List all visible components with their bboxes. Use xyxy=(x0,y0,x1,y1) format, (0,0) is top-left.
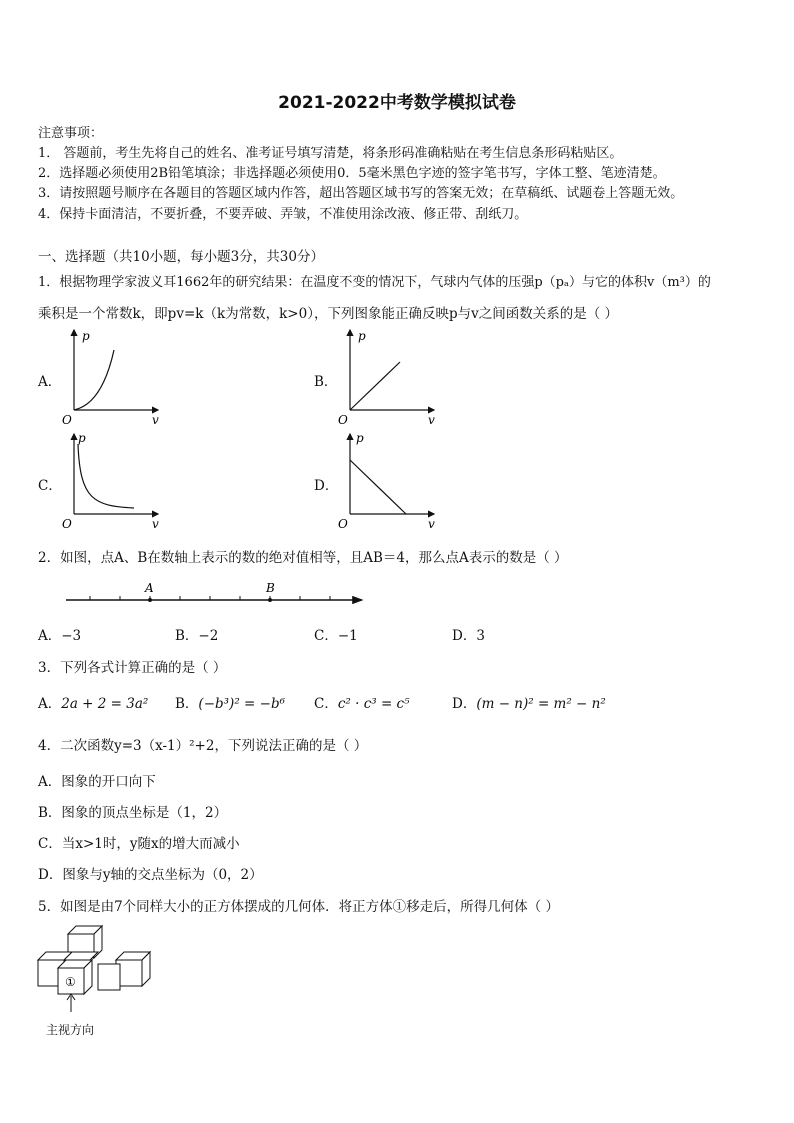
q2-option-c: C．−1 xyxy=(314,628,358,644)
q1-graph-c xyxy=(58,428,168,532)
q3-option-d xyxy=(452,692,606,712)
q2-option-b: B．−2 xyxy=(175,628,219,644)
q1-a-curve xyxy=(74,350,114,410)
q3-option-c-label: C． xyxy=(314,696,338,712)
q4-option-a: A．图象的开口向下 xyxy=(38,774,156,790)
q1-b-axis-x: v xyxy=(428,413,435,427)
q1-option-d-label: D． xyxy=(314,478,339,494)
q1-d-origin: O xyxy=(338,517,348,531)
q1-b-line xyxy=(350,362,400,410)
q2-number-line xyxy=(60,578,370,610)
q5-cube-mark: ① xyxy=(65,975,76,989)
q2-option-d: D．3 xyxy=(452,628,485,644)
q3-option-d-label: D． xyxy=(452,696,477,712)
q1-a-origin: O xyxy=(62,413,72,427)
q3-option-c xyxy=(314,692,410,712)
q3-option-a-expr: 2a + 2 = 3a² xyxy=(61,696,149,712)
q1-d-axis-y: p xyxy=(356,431,364,445)
section-heading: 一、选择题（共10小题，每小题3分，共30分） xyxy=(38,249,324,265)
q4-option-b: B．图象的顶点坐标是（1，2） xyxy=(38,805,228,821)
q1-d-line xyxy=(350,460,406,514)
q5-cube-figure xyxy=(34,924,160,1022)
q3-option-b-expr: (−b³)² = −b⁶ xyxy=(198,696,285,712)
q1-option-c-label: C． xyxy=(38,478,62,494)
q3-stem: 3．下列各式计算正确的是（ ） xyxy=(38,660,227,676)
q2-label-b: B xyxy=(266,581,275,595)
q3-option-b xyxy=(175,692,285,712)
q5-view-label: 主视方向 xyxy=(46,1023,95,1037)
q1-c-axis-y: p xyxy=(78,431,86,445)
q4-option-c: C．当x>1时，y随x的增大而减小 xyxy=(38,836,240,852)
q4-stem: 4．二次函数y=3（x-1）²+2，下列说法正确的是（ ） xyxy=(38,738,368,754)
q3-option-c-expr: c² · c³ = c⁵ xyxy=(337,696,410,712)
q1-d-axis-x: v xyxy=(428,517,435,531)
notice-item-2: 2．选择题必须使用2B铅笔填涂；非选择题必须使用0．5毫米黑色字迹的签字笔书写，字体工整、笔迹清楚。 xyxy=(38,166,666,181)
q1-graph-b xyxy=(334,324,444,428)
q1-b-axis-y: p xyxy=(358,329,366,343)
q3-option-a xyxy=(38,692,148,712)
q3-option-a-label: A． xyxy=(38,696,62,712)
q3-option-b-label: B． xyxy=(175,696,199,712)
q1-a-axis-x: v xyxy=(152,413,159,427)
q1-option-b-label: B． xyxy=(314,374,338,390)
q2-point-a xyxy=(148,598,152,602)
q2-stem: 2．如图，点A、B在数轴上表示的数的绝对值相等，且AB＝4，那么点A表示的数是（ ） xyxy=(38,550,568,566)
q1-option-a-label: A． xyxy=(38,374,62,390)
q1-c-origin: O xyxy=(62,517,72,531)
page-title: 2021-2022中考数学模拟试卷 xyxy=(278,93,516,113)
q1-a-axis-y: p xyxy=(82,329,90,343)
q2-option-a: A．−3 xyxy=(38,628,82,644)
notice-heading: 注意事项： xyxy=(38,126,104,141)
q5-stem: 5．如图是由7个同样大小的正方体摆成的几何体．将正方体①移走后，所得几何体（ ） xyxy=(38,899,559,915)
q2-label-a: A xyxy=(145,581,154,595)
notice-item-3: 3．请按照题号顺序在各题目的答题区域内作答，超出答题区域书写的答案无效；在草稿纸、试题卷上答题无效。 xyxy=(38,186,684,201)
q1-c-curve xyxy=(78,444,134,508)
q2-point-b xyxy=(268,598,272,602)
q4-option-d: D．图象与y轴的交点坐标为（0，2） xyxy=(38,867,263,883)
q1-c-axis-x: v xyxy=(152,517,159,531)
q1-stem-line2: 乘积是一个常数k，即pv=k（k为常数，k>0），下列图象能正确反映p与v之间函数关系的是（ ） xyxy=(38,306,619,322)
q1-graph-d xyxy=(334,428,444,532)
notice-item-1: 1． 答题前，考生先将自己的姓名、准考证号填写清楚，将条形码准确粘贴在考生信息条形码粘贴区。 xyxy=(38,146,623,161)
q1-b-origin: O xyxy=(338,413,348,427)
q1-graph-a xyxy=(58,324,168,428)
notice-item-4: 4．保持卡面清洁，不要折叠，不要弄破、弄皱，不准使用涂改液、修正带、刮纸刀。 xyxy=(38,207,528,222)
q3-option-d-expr: (m − n)² = m² − n² xyxy=(476,696,606,712)
q1-stem-line1: 1．根据物理学家波义耳1662年的研究结果：在温度不变的情况下，气球内气体的压强p（pₐ）与它的体积v（m³）的 xyxy=(38,275,711,290)
